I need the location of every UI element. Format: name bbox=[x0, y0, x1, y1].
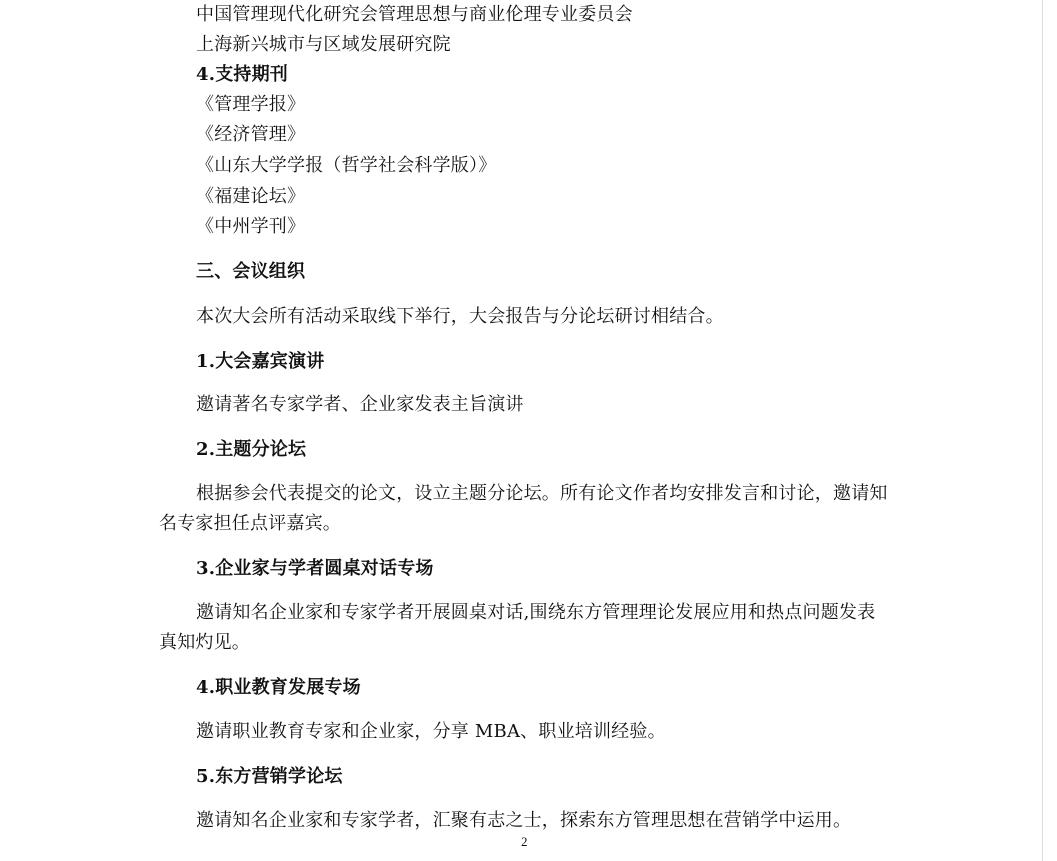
body-paragraph: 本次大会所有活动采取线下举行，大会报告与分论坛研讨相结合。 bbox=[196, 306, 724, 327]
journal-item: 《福建论坛》 bbox=[196, 186, 306, 207]
journal-item: 《经济管理》 bbox=[196, 124, 306, 145]
body-paragraph-continued: 真知灼见。 bbox=[159, 632, 250, 653]
body-paragraph: 邀请知名企业家和专家学者，汇聚有志之士，探索东方管理思想在营销学中运用。 bbox=[196, 810, 852, 831]
body-paragraph-continued: 名专家担任点评嘉宾。 bbox=[159, 513, 341, 534]
body-paragraph: 邀请著名专家学者、企业家发表主旨演讲 bbox=[196, 394, 524, 415]
chapter-heading: 三、会议组织 bbox=[196, 261, 306, 282]
section-heading: 4.支持期刊 bbox=[196, 64, 288, 85]
journal-item: 《山东大学学报（哲学社会科学版）》 bbox=[196, 155, 497, 176]
journal-item: 《中州学刊》 bbox=[196, 216, 306, 237]
organizer-line: 上海新兴城市与区域发展研究院 bbox=[196, 34, 451, 55]
section-heading: 3.企业家与学者圆桌对话专场 bbox=[196, 558, 434, 579]
journal-item: 《管理学报》 bbox=[196, 94, 306, 115]
page-number: 2 bbox=[521, 834, 528, 849]
organizer-line: 中国管理现代化研究会管理思想与商业伦理专业委员会 bbox=[196, 4, 633, 25]
body-paragraph: 邀请知名企业家和专家学者开展圆桌对话,围绕东方管理理论发展应用和热点问题发表 bbox=[196, 602, 876, 623]
body-paragraph: 邀请职业教育专家和企业家，分享 MBA、职业培训经验。 bbox=[196, 721, 666, 742]
section-heading: 5.东方营销学论坛 bbox=[196, 766, 343, 787]
vertical-scrollbar[interactable] bbox=[1042, 0, 1057, 861]
section-heading: 4.职业教育发展专场 bbox=[196, 677, 361, 698]
section-heading: 1.大会嘉宾演讲 bbox=[196, 351, 325, 372]
body-paragraph: 根据参会代表提交的论文，设立主题分论坛。所有论文作者均安排发言和讨论，邀请知 bbox=[196, 483, 888, 504]
section-heading: 2.主题分论坛 bbox=[196, 439, 307, 460]
